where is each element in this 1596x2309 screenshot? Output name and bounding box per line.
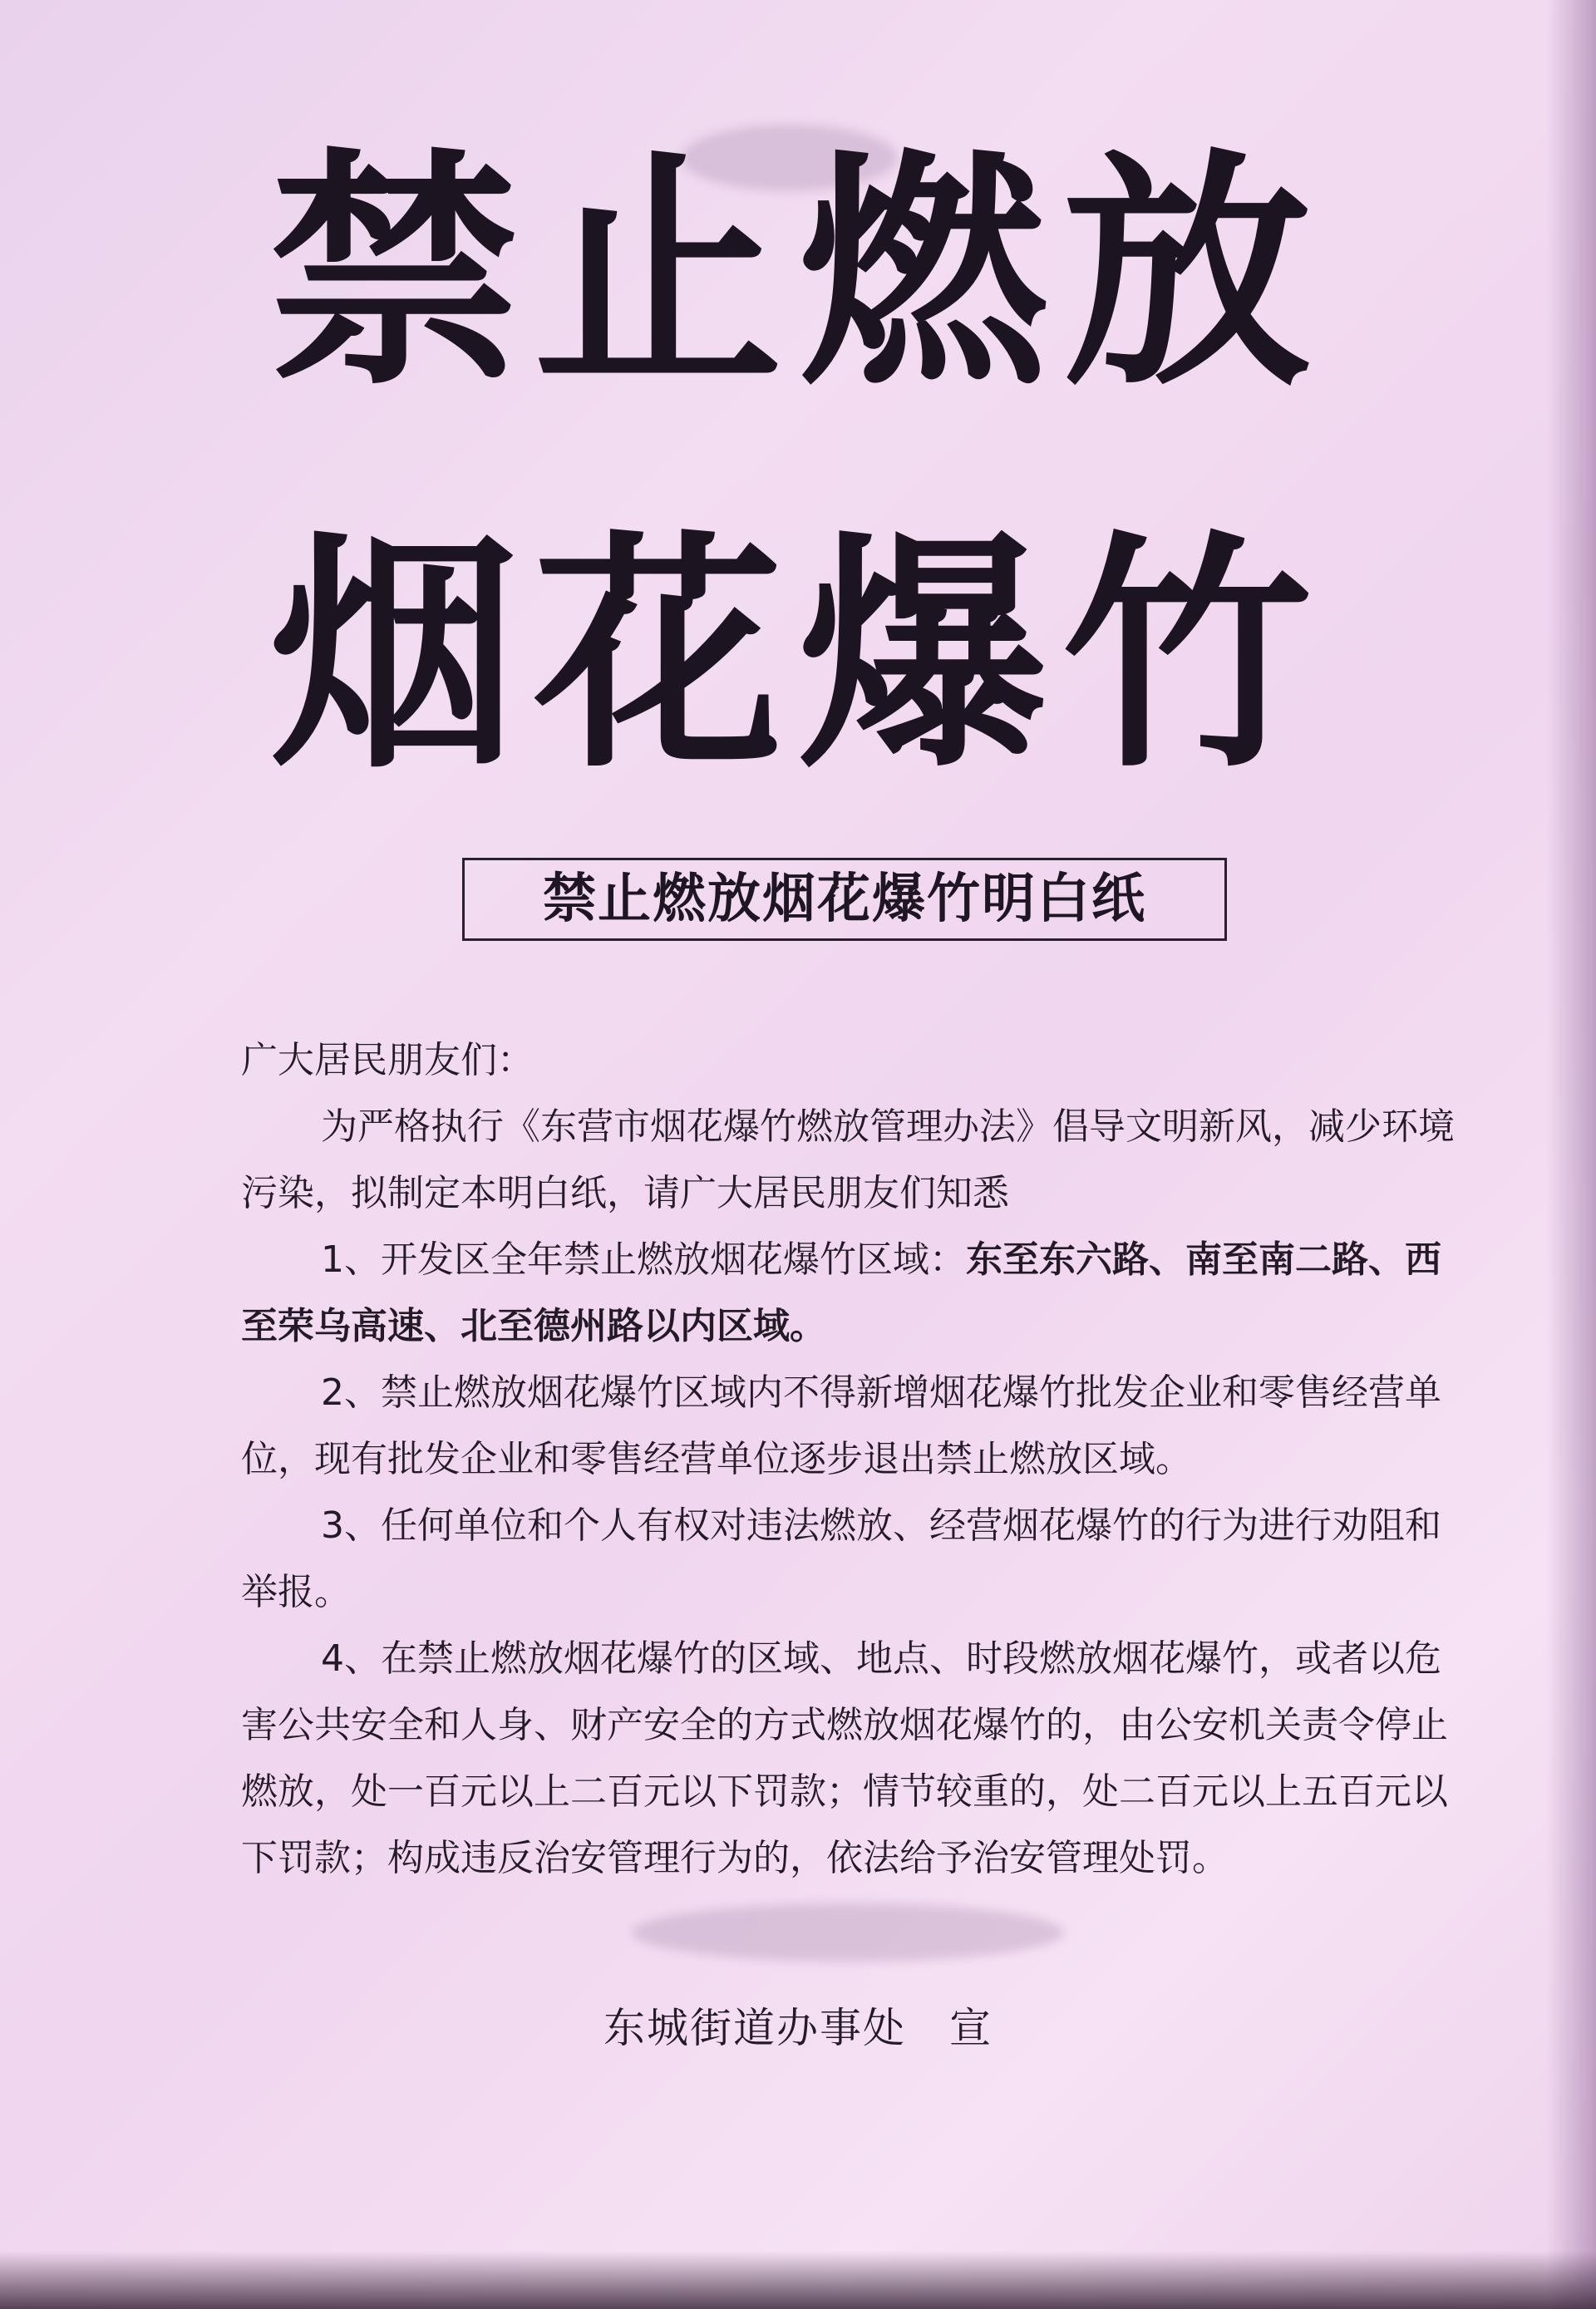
paper-crease	[632, 1903, 1064, 1962]
headline-line-1: 禁止燃放	[269, 129, 1327, 419]
item-3-paragraph: 3、任何单位和个人有权对违法燃放、经营烟花爆竹的行为进行劝阻和举报。	[241, 1504, 1441, 1613]
notice-body	[241, 1094, 1455, 1892]
item-1-lead: 1、开发区全年禁止燃放烟花爆竹区域：	[321, 1238, 966, 1281]
item-2-paragraph: 2、禁止燃放烟花爆竹区域内不得新增烟花爆竹批发企业和零售经营单位，现有批发企业和零售经营单位逐步退出禁止燃放区域。	[241, 1371, 1441, 1480]
signature: 东城街道办事处 宣	[603, 2004, 993, 2052]
item-1-paragraph	[241, 1227, 1455, 1360]
item-1-boundary: 东至东六路、南至南二路、西至荣乌高速、北至德州路以内区域。	[241, 1238, 1441, 1347]
paper-bottom-shadow	[0, 2251, 1596, 2309]
headline-line-2: 烟花爆竹	[269, 511, 1327, 801]
item-4-paragraph: 4、在禁止燃放烟花爆竹的区域、地点、时段燃放烟花爆竹，或者以危害公共安全和人身、财产安全的方式燃放烟花爆竹的，由公安机关责令停止燃放，处一百元以上二百元以下罚款；情节较重的，处二百元以上五百元以下罚款；构成违反治安管理行为的，依法给予治安管理处罚。	[241, 1637, 1448, 1879]
intro-paragraph: 为严格执行《东营市烟花爆竹燃放管理办法》倡导文明新风，减少环境污染，拟制定本明白纸，请广大居民朋友们知悉	[241, 1105, 1455, 1214]
salutation: 广大居民朋友们：	[241, 1039, 534, 1081]
boxed-subtitle: 禁止燃放烟花爆竹明白纸	[462, 858, 1227, 941]
